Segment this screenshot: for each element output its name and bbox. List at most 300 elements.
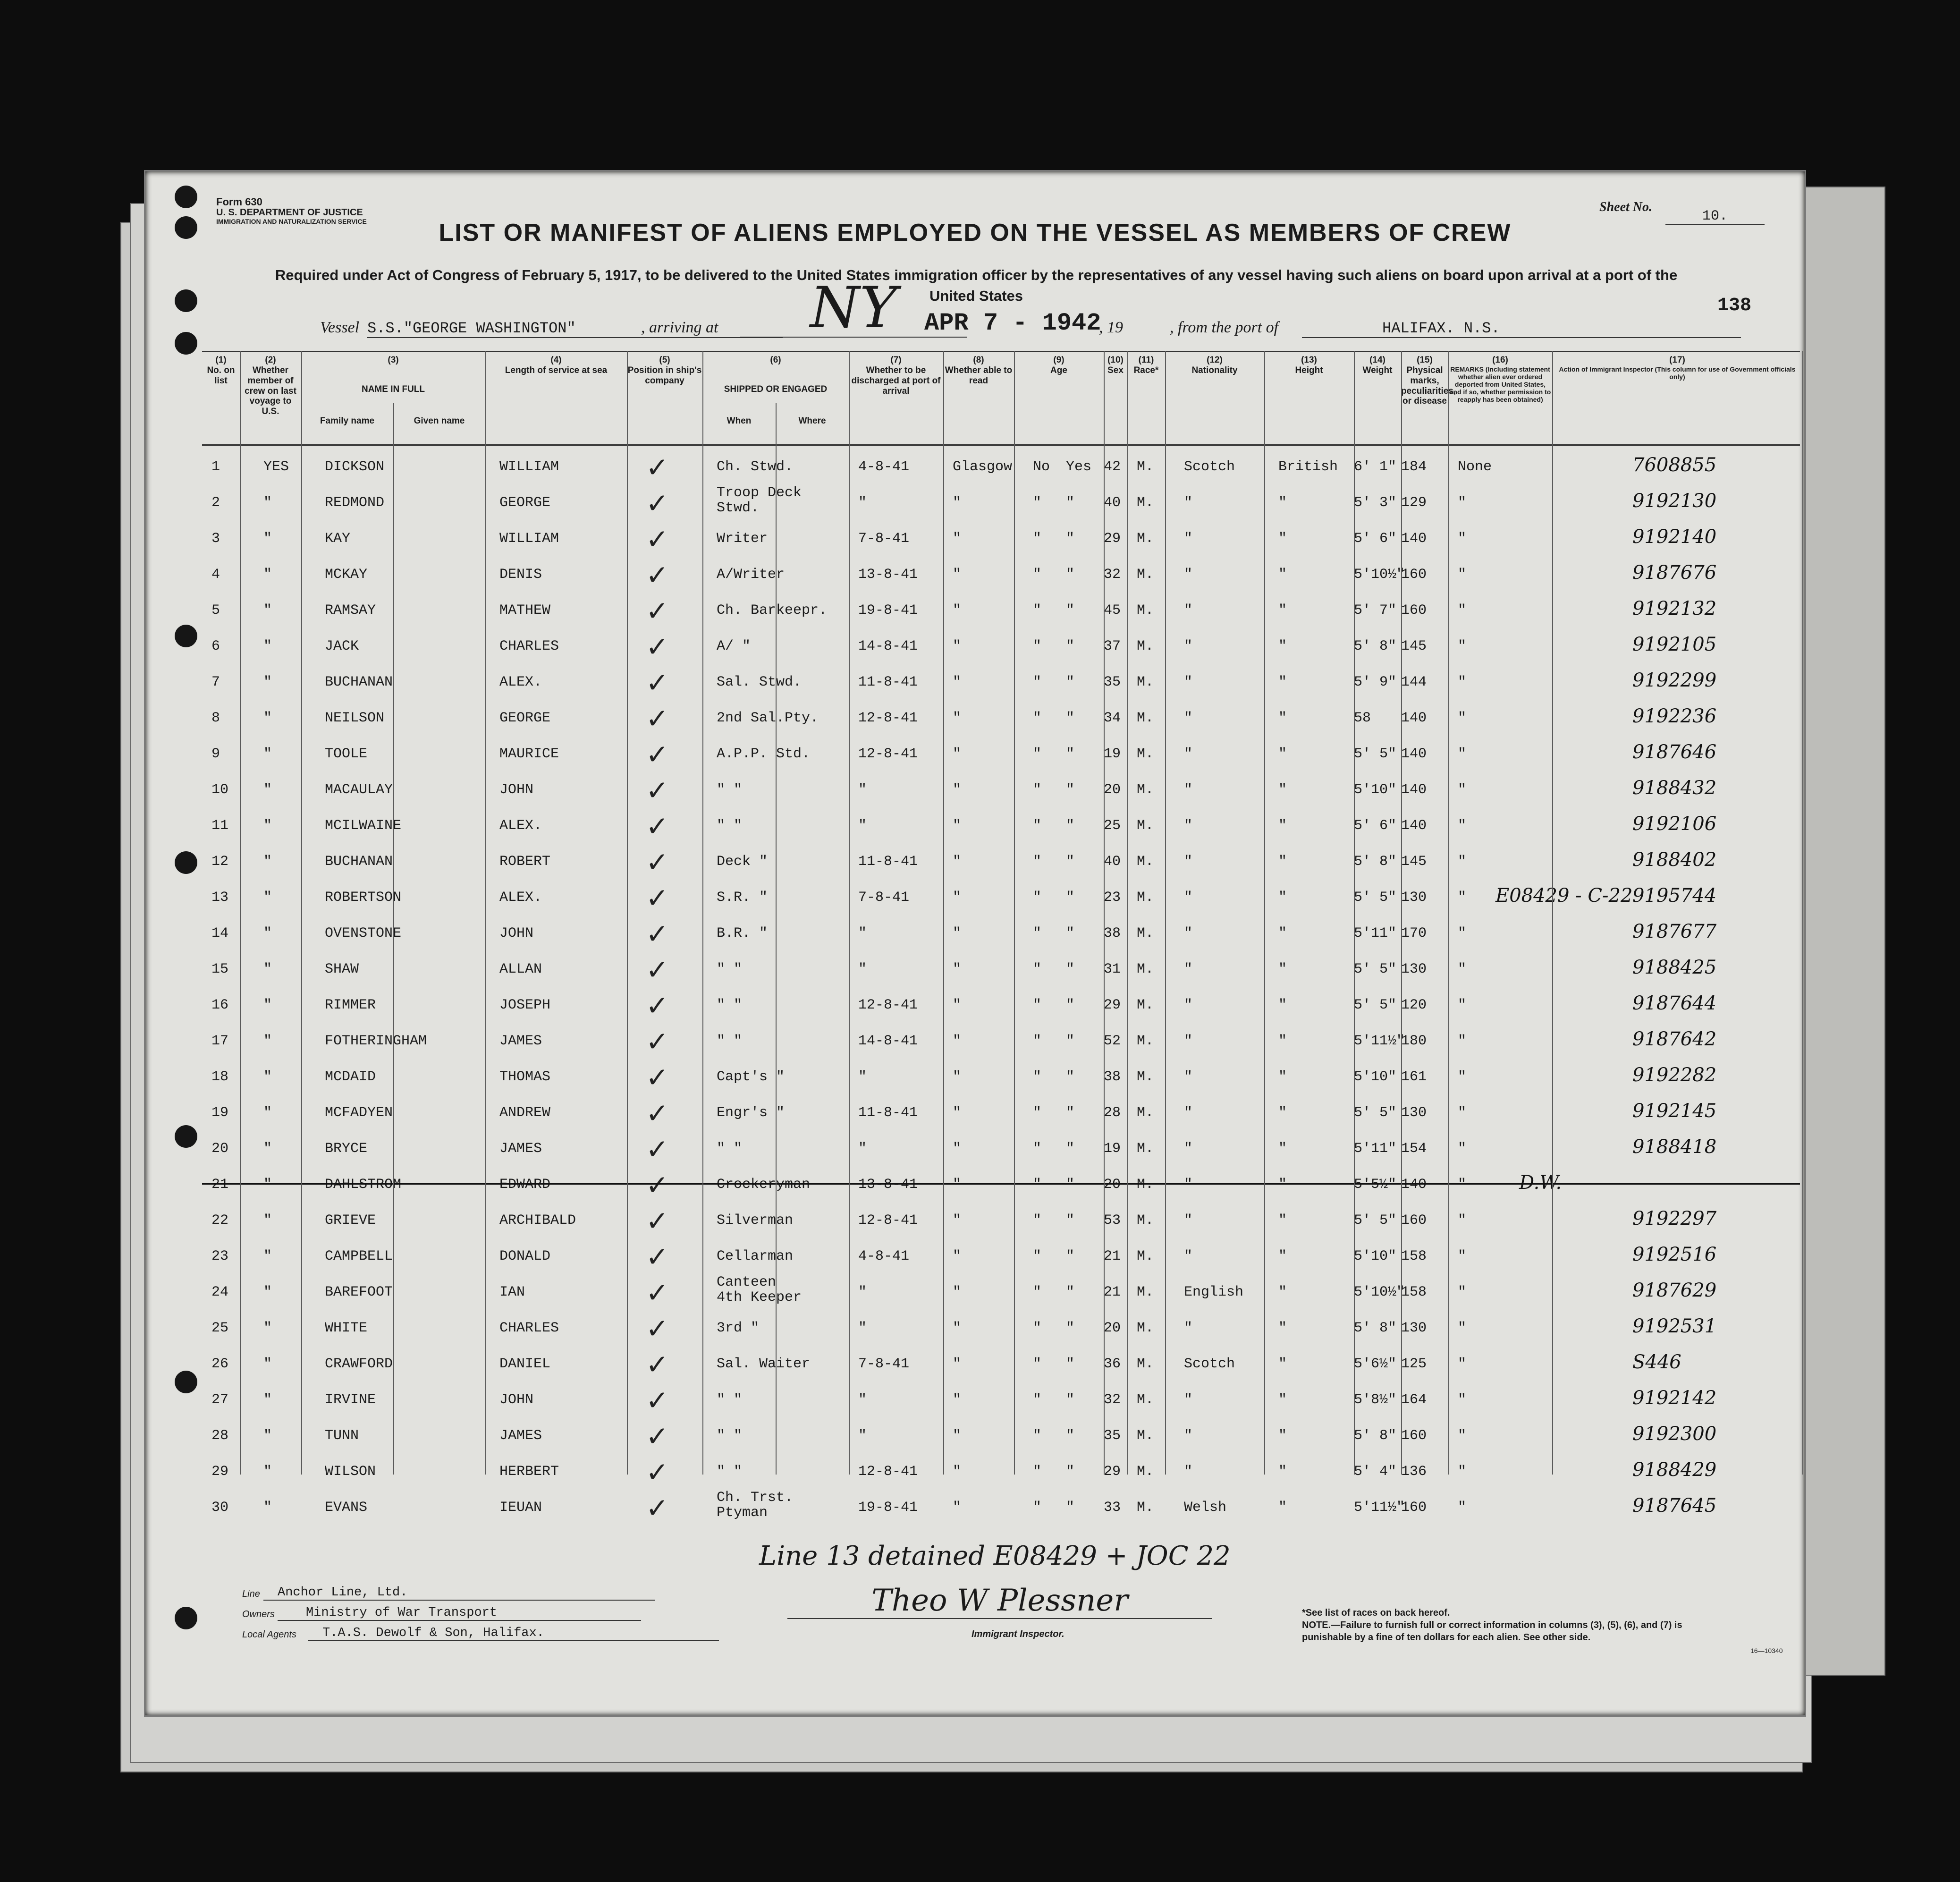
cell-disch: " [1033, 1500, 1042, 1516]
cell-prev: " [263, 1392, 272, 1408]
cell-disch: " [1033, 1105, 1042, 1121]
checkmark-icon: ✓ [646, 882, 669, 914]
cell-prev: YES [263, 459, 289, 475]
cell-no: 15 [211, 961, 229, 977]
cell-nat: " [1278, 1212, 1287, 1229]
cell-disch: " [1033, 818, 1042, 834]
table-row [202, 519, 1800, 555]
cell-weight: 161 [1401, 1069, 1427, 1085]
cell-given: MATHEW [499, 602, 551, 619]
cell-weight: 160 [1401, 1212, 1427, 1229]
cell-when: " [858, 818, 867, 834]
checkmark-icon: ✓ [646, 1169, 669, 1201]
cell-age: 20 [1104, 1177, 1121, 1193]
cell-race: " [1184, 1320, 1193, 1336]
cell-family: MCKAY [325, 567, 368, 583]
cell-age: 21 [1104, 1248, 1121, 1264]
cell-where: " [953, 1284, 962, 1300]
cell-height: 5' 5" [1354, 961, 1397, 977]
detention-note: Line 13 detained E08429 + JOC 22 [759, 1541, 1231, 1571]
cell-pos: Ch. Trst. Ptyman [717, 1490, 794, 1521]
cell-sex: M. [1137, 1428, 1154, 1444]
cell-weight: 130 [1401, 1320, 1427, 1336]
table-row [202, 842, 1800, 878]
table-row [202, 591, 1800, 627]
cell-weight: 154 [1401, 1141, 1427, 1157]
cell-sex: M. [1137, 1392, 1154, 1408]
column-label: SHIPPED OR ENGAGED [724, 384, 828, 394]
cell-disch: " [1033, 567, 1042, 583]
cell-marks: " [1458, 1248, 1467, 1264]
table-row [202, 1129, 1800, 1165]
table-row [202, 1201, 1800, 1237]
cell-no: 1 [211, 459, 220, 475]
table-row [202, 1094, 1800, 1129]
cell-disch: " [1033, 531, 1042, 547]
cell-weight: 160 [1401, 1500, 1427, 1516]
checkmark-icon: ✓ [646, 918, 669, 950]
checkmark-icon: ✓ [646, 810, 669, 842]
cell-prev: " [263, 1177, 272, 1193]
cell-marks: " [1458, 1212, 1467, 1229]
cell-race: English [1184, 1284, 1244, 1300]
cell-given: ALEX. [499, 818, 542, 834]
cell-height: 5'10½" [1354, 1284, 1405, 1300]
table-row [202, 1058, 1800, 1093]
cell-race: " [1184, 567, 1193, 583]
cell-sex: M. [1137, 890, 1154, 906]
cell-family: BUCHANAN [325, 674, 393, 690]
cell-prev: " [263, 1500, 272, 1516]
cell-family: TUNN [325, 1428, 359, 1444]
cell-prev: " [263, 1141, 272, 1157]
arriving-label: , arriving at [641, 319, 718, 336]
cell-sex: M. [1137, 1105, 1154, 1121]
cell-family: RIMMER [325, 997, 376, 1013]
cell-given: ARCHIBALD [499, 1212, 576, 1229]
cell-disch: " [1033, 1356, 1042, 1372]
cell-when: 4-8-41 [858, 1248, 910, 1264]
column-header [849, 355, 943, 396]
vessel-name: S.S."GEORGE WASHINGTON" [367, 320, 783, 338]
cell-no: 24 [211, 1284, 229, 1300]
cell-pos: " " [717, 1428, 743, 1444]
table-row [202, 914, 1800, 949]
inspector-action-number: 7608855 [1632, 454, 1717, 476]
cell-marks: " [1458, 1464, 1467, 1480]
inspector-action-number: 9187642 [1632, 1028, 1717, 1050]
cell-nat: " [1278, 567, 1287, 583]
races-note: *See list of races on back hereof. [1302, 1608, 1450, 1618]
cell-nat: " [1278, 638, 1287, 654]
year-label: , 19 [1099, 319, 1123, 336]
subcolumn-rule [393, 403, 394, 1475]
cell-age: 38 [1104, 1069, 1121, 1085]
inspector-action-number: 9192282 [1632, 1064, 1717, 1086]
cell-race: " [1184, 782, 1193, 798]
cell-prev: " [263, 1212, 272, 1229]
cell-race: " [1184, 1428, 1193, 1444]
cell-prev: " [263, 1428, 272, 1444]
cell-pos: Cellarman [717, 1248, 794, 1264]
cell-when: " [858, 1069, 867, 1085]
column-subheader: Family name [320, 416, 375, 426]
cell-height: 58 [1354, 710, 1371, 726]
cell-weight: 125 [1401, 1356, 1427, 1372]
cell-weight: 164 [1401, 1392, 1427, 1408]
cell-marks: " [1458, 746, 1467, 762]
cell-read: " [1066, 1284, 1075, 1300]
cell-height: 5'10½" [1354, 567, 1405, 583]
cell-family: WILSON [325, 1464, 376, 1480]
cell-read: " [1066, 1141, 1075, 1157]
checkmark-icon: ✓ [646, 1456, 669, 1488]
cell-prev: " [263, 782, 272, 798]
cell-disch: " [1033, 674, 1042, 690]
strikethrough-line [202, 1183, 1800, 1185]
cell-race: " [1184, 1105, 1193, 1121]
crew-table [202, 351, 1800, 1626]
cell-no: 13 [211, 890, 229, 906]
cell-no: 28 [211, 1428, 229, 1444]
column-number: (5) [659, 355, 670, 365]
cell-read: " [1066, 782, 1075, 798]
cell-height: 6' 1" [1354, 459, 1397, 475]
cell-age: 35 [1104, 1428, 1121, 1444]
cell-height: 5'11½" [1354, 1500, 1405, 1516]
column-label: Action of Immigrant Inspector (This column for use of Government officials only) [1559, 365, 1796, 381]
cell-when: 12-8-41 [858, 1212, 918, 1229]
cell-when: " [858, 1284, 867, 1300]
cell-given: MAURICE [499, 746, 559, 762]
cell-prev: " [263, 997, 272, 1013]
cell-family: EVANS [325, 1500, 368, 1516]
table-row [202, 878, 1800, 914]
cell-marks: " [1458, 495, 1467, 511]
cell-race: " [1184, 710, 1193, 726]
fine-note: NOTE.—Failure to furnish full or correct information in columns (3), (5), (6), and (7) is punishable by a fine of ten dollars for each alien. See other side. [1302, 1620, 1682, 1643]
cell-race: " [1184, 997, 1193, 1013]
binder-hole [175, 851, 197, 874]
cell-sex: M. [1137, 818, 1154, 834]
column-header [240, 355, 301, 417]
cell-age: 32 [1104, 1392, 1121, 1408]
cell-sex: M. [1137, 567, 1154, 583]
cell-pos: Ch. Stwd. [717, 459, 794, 475]
cell-marks: " [1458, 782, 1467, 798]
checkmark-icon: ✓ [646, 1205, 669, 1237]
cell-marks: " [1458, 961, 1467, 977]
cell-where: " [953, 1428, 962, 1444]
cell-age: 19 [1104, 746, 1121, 762]
inspector-action-number: 9192105 [1632, 634, 1717, 655]
cell-age: 45 [1104, 602, 1121, 619]
cell-no: 4 [211, 567, 220, 583]
cell-when: " [858, 1320, 867, 1336]
cell-race: " [1184, 925, 1193, 941]
cell-pos: A/ " [717, 638, 751, 654]
cell-disch: " [1033, 1392, 1042, 1408]
column-number: (9) [1053, 355, 1064, 365]
column-rule [849, 351, 850, 1475]
cell-nat: " [1278, 1392, 1287, 1408]
cell-race: " [1184, 1248, 1193, 1264]
cell-pos: " " [717, 1464, 743, 1480]
cell-where: " [953, 1392, 962, 1408]
cell-where: " [953, 854, 962, 870]
cell-marks: " [1458, 1392, 1467, 1408]
checkmark-icon: ✓ [646, 1133, 669, 1165]
cell-no: 19 [211, 1105, 229, 1121]
manifest-page [144, 170, 1806, 1717]
cell-height: 5' 9" [1354, 674, 1397, 690]
table-row [202, 950, 1800, 985]
cell-nat: " [1278, 1105, 1287, 1121]
cell-no: 12 [211, 854, 229, 870]
cell-age: 25 [1104, 818, 1121, 834]
cell-age: 31 [1104, 961, 1121, 977]
cell-pos: 2nd Sal.Pty. [717, 710, 819, 726]
column-label: Position in ship's company [627, 365, 702, 386]
cell-no: 30 [211, 1500, 229, 1516]
cell-prev: " [263, 1248, 272, 1264]
cell-given: CHARLES [499, 1320, 559, 1336]
cell-height: 5'10" [1354, 782, 1397, 798]
cell-family: REDMOND [325, 495, 385, 511]
cell-prev: " [263, 602, 272, 619]
column-header [301, 355, 485, 395]
cell-given: ALLAN [499, 961, 542, 977]
cell-pos: Sal. Waiter [717, 1356, 811, 1372]
cell-given: JOHN [499, 782, 534, 798]
cell-where: " [953, 1320, 962, 1336]
inspector-action-number: 9192300 [1632, 1423, 1717, 1445]
cell-race: Scotch [1184, 459, 1235, 475]
cell-family: RAMSAY [325, 602, 376, 619]
cell-sex: M. [1137, 1356, 1154, 1372]
cell-pos: Sal. Stwd. [717, 674, 802, 690]
table-row [202, 1345, 1800, 1380]
cell-disch: " [1033, 1033, 1042, 1049]
cell-read: " [1066, 746, 1075, 762]
checkmark-icon: ✓ [646, 1420, 669, 1452]
column-header [1401, 355, 1456, 407]
departure-port: HALIFAX. N.S. [1302, 320, 1741, 338]
column-number: (6) [770, 355, 781, 365]
cell-height: 5' 3" [1354, 495, 1397, 511]
column-subheader: When [727, 416, 752, 426]
cell-read: Yes [1066, 459, 1092, 475]
column-rule [1552, 351, 1553, 1475]
cell-disch: " [1033, 854, 1042, 870]
cell-family: TOOLE [325, 746, 368, 762]
column-number: (15) [1417, 355, 1433, 365]
cell-family: BAREFOOT [325, 1284, 393, 1300]
table-row [202, 627, 1800, 662]
binder-hole [175, 289, 197, 312]
cell-no: 26 [211, 1356, 229, 1372]
cell-age: 35 [1104, 674, 1121, 690]
column-number: (11) [1138, 355, 1154, 365]
cell-sex: M. [1137, 1500, 1154, 1516]
checkmark-icon: ✓ [646, 559, 669, 591]
cell-prev: " [263, 1320, 272, 1336]
checkmark-icon: ✓ [646, 451, 669, 483]
cell-height: 5' 5" [1354, 997, 1397, 1013]
inspector-action-number: 9187644 [1632, 992, 1717, 1014]
column-header [702, 355, 849, 395]
column-number: (4) [550, 355, 562, 365]
inspector-action-number: 9192299 [1632, 670, 1717, 691]
cell-disch: " [1033, 1284, 1042, 1300]
cell-disch: " [1033, 1428, 1042, 1444]
checkmark-icon: ✓ [646, 1241, 669, 1273]
column-header [943, 355, 1014, 386]
cell-no: 29 [211, 1464, 229, 1480]
cell-read: " [1066, 495, 1075, 511]
cell-family: OVENSTONE [325, 925, 402, 941]
column-rule [1165, 351, 1166, 1475]
cell-prev: " [263, 567, 272, 583]
cell-nat: " [1278, 495, 1287, 511]
cell-age: 28 [1104, 1105, 1121, 1121]
cell-race: " [1184, 531, 1193, 547]
cell-family: DICKSON [325, 459, 385, 475]
cell-nat: " [1278, 890, 1287, 906]
inspector-action-number: 9188418 [1632, 1136, 1717, 1158]
cell-no: 25 [211, 1320, 229, 1336]
cell-given: WILLIAM [499, 459, 559, 475]
column-rule [1401, 351, 1402, 1475]
cell-when: " [858, 925, 867, 941]
column-header [1127, 355, 1165, 376]
cell-where: " [953, 1069, 962, 1085]
checkmark-icon: ✓ [646, 1097, 669, 1129]
cell-age: 37 [1104, 638, 1121, 654]
cell-weight: 180 [1401, 1033, 1427, 1049]
cell-pos: " " [717, 818, 743, 834]
cell-when: 11-8-41 [858, 674, 918, 690]
cell-race: " [1184, 1392, 1193, 1408]
cell-marks: " [1458, 854, 1467, 870]
cell-age: 33 [1104, 1500, 1121, 1516]
cell-sex: M. [1137, 925, 1154, 941]
cell-sex: M. [1137, 1248, 1154, 1264]
form-number: Form 630 [216, 196, 262, 208]
cell-no: 8 [211, 710, 220, 726]
cell-age: 38 [1104, 925, 1121, 941]
cell-pos: S.R. " [717, 890, 768, 906]
cell-where: " [953, 925, 962, 941]
cell-read: " [1066, 818, 1075, 834]
table-row [202, 735, 1800, 770]
column-rule [943, 351, 944, 1475]
inspector-action-number: 9188402 [1632, 849, 1717, 871]
inspector-action-number: 9188425 [1632, 957, 1717, 978]
line-label: Line [242, 1589, 260, 1599]
column-label: No. on list [207, 365, 235, 386]
cell-no: 2 [211, 495, 220, 511]
cell-disch: " [1033, 782, 1042, 798]
agents-value: T.A.S. Dewolf & Son, Halifax. [308, 1626, 719, 1641]
cell-no: 10 [211, 782, 229, 798]
cell-pos: Engr's " [717, 1105, 785, 1121]
cell-sex: M. [1137, 1284, 1154, 1300]
cell-pos: " " [717, 1141, 743, 1157]
cell-nat: " [1278, 782, 1287, 798]
cell-marks: " [1458, 890, 1467, 906]
vessel-label: Vessel [320, 319, 360, 336]
cell-read: " [1066, 1105, 1075, 1121]
cell-pos: Crockeryman [717, 1177, 811, 1193]
column-rule [627, 351, 628, 1475]
cell-sex: M. [1137, 638, 1154, 654]
cell-nat: " [1278, 1248, 1287, 1264]
cell-sex: M. [1137, 1141, 1154, 1157]
cell-when: 13-8-41 [858, 567, 918, 583]
checkmark-icon: ✓ [646, 738, 669, 771]
cell-height: 5'11½" [1354, 1033, 1405, 1049]
cell-disch: " [1033, 1320, 1042, 1336]
cell-nat: " [1278, 1356, 1287, 1372]
cell-read: " [1066, 925, 1075, 941]
cell-pos: Writer [717, 531, 768, 547]
cell-weight: 170 [1401, 925, 1427, 941]
checkmark-icon: ✓ [646, 523, 669, 555]
binder-hole [175, 625, 197, 647]
cell-weight: 184 [1401, 459, 1427, 475]
cell-when: 19-8-41 [858, 1500, 918, 1516]
column-header [1264, 355, 1354, 376]
cell-sex: M. [1137, 602, 1154, 619]
cell-given: DENIS [499, 567, 542, 583]
column-label: Weight [1362, 365, 1393, 375]
cell-when: 14-8-41 [858, 1033, 918, 1049]
cell-height: 5' 8" [1354, 1320, 1397, 1336]
checkmark-icon: ✓ [646, 631, 669, 663]
cell-marks: " [1458, 531, 1467, 547]
cell-family: DAHLSTROM [325, 1177, 402, 1193]
cell-read: " [1066, 1212, 1075, 1229]
binder-hole [175, 1607, 197, 1629]
cell-disch: No [1033, 459, 1050, 475]
cell-marks: " [1458, 1177, 1467, 1193]
cell-age: 20 [1104, 1320, 1121, 1336]
print-code: 16—10340 [1750, 1647, 1783, 1654]
cell-marks: " [1458, 997, 1467, 1013]
line-value: Anchor Line, Ltd. [263, 1585, 655, 1601]
cell-height: 5' 5" [1354, 1212, 1397, 1229]
cell-height: 5'10" [1354, 1248, 1397, 1264]
cell-given: JAMES [499, 1428, 542, 1444]
cell-read: " [1066, 710, 1075, 726]
cell-marks: " [1458, 674, 1467, 690]
cell-height: 5'11" [1354, 1141, 1397, 1157]
cell-prev: " [263, 710, 272, 726]
cell-age: 29 [1104, 531, 1121, 547]
cell-where: " [953, 890, 962, 906]
cell-disch: " [1033, 1141, 1042, 1157]
cell-weight: 160 [1401, 1428, 1427, 1444]
cell-pos: " " [717, 1033, 743, 1049]
checkmark-icon: ✓ [646, 1313, 669, 1345]
cell-disch: " [1033, 997, 1042, 1013]
cell-where: " [953, 1177, 962, 1193]
cell-where: " [953, 746, 962, 762]
cell-weight: 129 [1401, 495, 1427, 511]
cell-family: FOTHERINGHAM [325, 1033, 427, 1049]
arriving-port-handwritten: NY [740, 280, 967, 338]
